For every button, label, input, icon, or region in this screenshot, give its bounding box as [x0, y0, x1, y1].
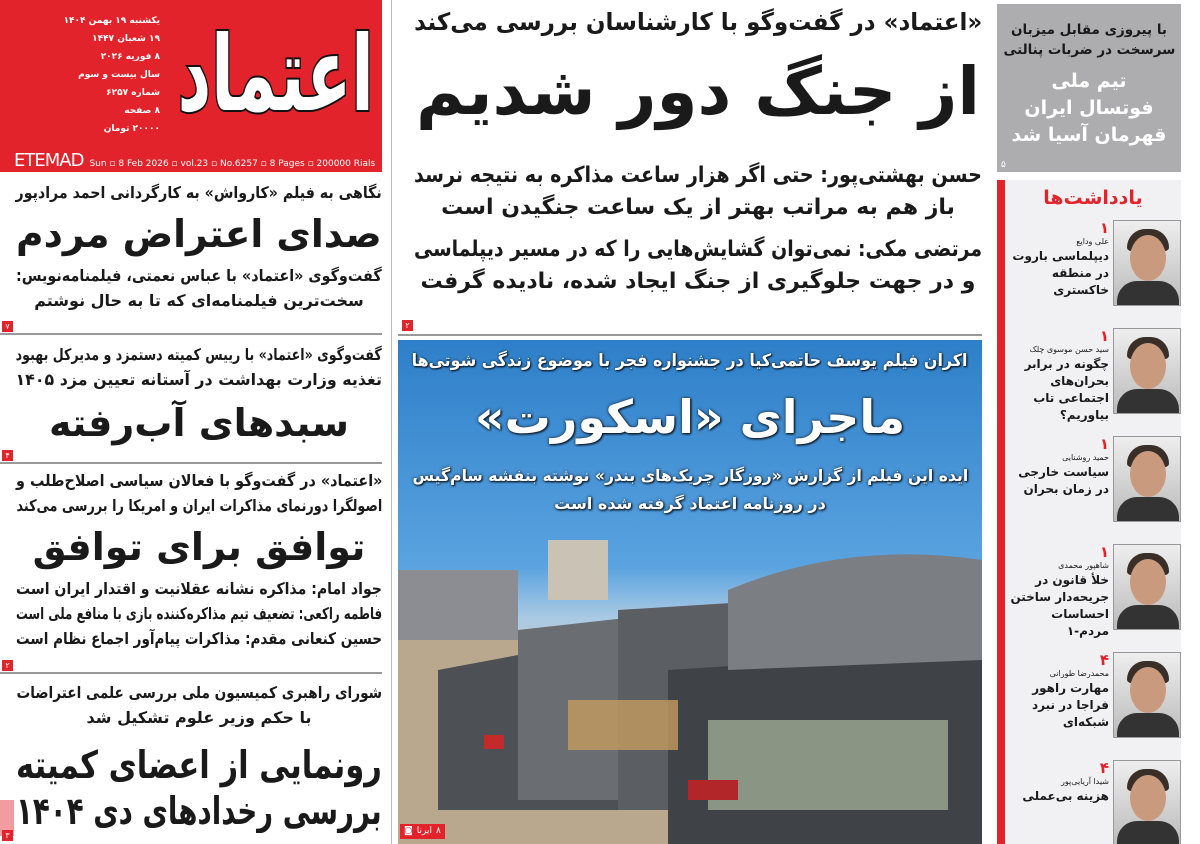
kicker: تغذیه وزارت بهداشت در آستانه تعیین مزد ۱۴۰۵: [15, 370, 383, 389]
subhead: در روزنامه اعتماد گرفته شده است: [554, 494, 826, 513]
divider: [0, 333, 382, 335]
column-rule: [391, 0, 392, 844]
info-line: ۸ فوریه ۲۰۲۶: [100, 52, 160, 62]
note-item[interactable]: [1009, 328, 1181, 434]
note-title: چگونه در برابر بحران‌های اجتماعی تاب بیاوریم؟: [1024, 357, 1109, 422]
photo-credit: [400, 824, 445, 839]
kicker: شورای راهبری کمیسیون ملی بررسی علمی اعتراضات: [16, 683, 382, 702]
page-number: ۴: [2, 450, 13, 461]
photo-subheads: [412, 462, 968, 518]
info-line: یکشنبه ۱۹ بهمن ۱۴۰۴: [63, 16, 160, 26]
note-item[interactable]: [1009, 652, 1181, 758]
note-author: محمدرضا طورانی: [1049, 669, 1109, 678]
author-photo: [1113, 544, 1181, 630]
story-negotiations[interactable]: [16, 468, 382, 651]
headline: توافق برای توافق: [32, 525, 366, 569]
author-photo: [1113, 436, 1181, 522]
info-line: ۸ صفحه: [124, 106, 160, 116]
subhead: باز هم به مراتب بهتر از یک ساعت جنگیدن است: [441, 195, 955, 220]
masthead-info: [30, 12, 160, 138]
subhead: فاطمه راکعی: تضعیف تیم مذاکره‌کننده بازی با منافع ملی است: [15, 604, 383, 623]
info-line: ۱۹ شعبان ۱۴۴۷: [92, 34, 160, 44]
masthead: [0, 0, 382, 172]
note-page: ۱: [1099, 543, 1109, 561]
note-page: ۴: [1099, 651, 1109, 669]
kicker: اصولگرا دورنمای مذاکرات ایران و امریکا را بررسی می‌کند: [16, 496, 382, 515]
headline: بررسی رخدادهای دی ۱۴۰۴: [16, 789, 382, 833]
masthead-footer: [14, 150, 375, 171]
main-story[interactable]: [414, 6, 982, 298]
story-carwash[interactable]: [16, 180, 382, 313]
story-wages[interactable]: [16, 342, 382, 446]
author-photo: [1113, 220, 1181, 306]
page-number: ۷: [2, 321, 13, 332]
headline: رونمایی از اعضای کمیته: [16, 743, 382, 787]
page-number: ۲: [402, 320, 413, 331]
subhead: و در جهت جلوگیری از جنگ ایجاد شده، نادیده گرفت: [420, 269, 976, 294]
note-title: مهارت راهور فراجا در نبرد شبکه‌ای: [1031, 681, 1109, 729]
headline: صدای اعتراض مردم: [16, 212, 382, 256]
note-title: هزینه بی‌عملی: [1022, 789, 1109, 803]
info-line: شماره ۶۲۵۷: [106, 88, 160, 98]
kicker: اکران فیلم یوسف حاتمی‌کیا در جشنواره فجر با موضوع زندگی شوتی‌ها: [412, 351, 968, 371]
issue-info: Sun ▫ 8 Feb 2026 ▫ vol.23 ▫ No.6257 ▫ 8 Pages ▫ 200000 Rials: [89, 159, 376, 169]
credit-page: ۸: [435, 826, 441, 836]
info-line: سال بیست و سوم: [78, 70, 160, 80]
headline: از جنگ دور شدیم: [415, 53, 981, 130]
note-item[interactable]: [1009, 220, 1181, 326]
kicker: سرسخت در ضربات پنالتی: [1003, 42, 1175, 58]
notes-title: یادداشت‌ها: [1043, 187, 1143, 209]
headline: ماجرای «اسکورت»: [474, 390, 906, 444]
note-title: دیپلماسی باروت در منطقه خاکستری: [1012, 249, 1109, 297]
logo-text: اعتماد: [177, 13, 374, 135]
note-author: علی ودایع: [1076, 237, 1109, 246]
credit-source: ایرنا: [416, 826, 432, 836]
note-author: حمید روشنایی: [1062, 453, 1109, 462]
note-item[interactable]: [1009, 436, 1181, 542]
note-item[interactable]: [1009, 760, 1181, 844]
page-number: ۲: [2, 660, 13, 671]
kicker: گفت‌وگوی «اعتماد» با رییس کمیته دستمزد و مدیرکل بهبود: [15, 345, 382, 364]
info-line: ۲۰۰۰۰ تومان: [103, 124, 160, 134]
subhead: سخت‌ترین فیلمنامه‌ای که تا به حال نوشتم: [34, 291, 364, 310]
sports-box[interactable]: [997, 4, 1181, 172]
headline: تیم ملی: [1051, 70, 1127, 92]
author-photo: [1113, 652, 1181, 738]
note-author: سید حسن موسوی چلک: [1029, 345, 1109, 354]
latin-name: ETEMAD: [14, 150, 84, 171]
note-item[interactable]: [1009, 544, 1181, 650]
note-page: ۴: [1099, 759, 1109, 777]
headline: سبدهای آب‌رفته: [48, 401, 350, 445]
note-page: ۱: [1099, 327, 1109, 345]
author-photo: [1113, 760, 1181, 844]
note-title: خلأ قانون در جریحه‌دار ساختن احساسات مردم-۱: [1010, 573, 1109, 638]
kicker: «اعتماد» در گفت‌وگو با کارشناسان بررسی می‌کند: [413, 8, 982, 36]
page-number: ۵: [1001, 160, 1006, 170]
page-number: ۳: [2, 830, 13, 841]
subhead: ایده این فیلم از گزارش «روزگار چریک‌های بندر» نوشته بنفشه سام‌گیس: [412, 466, 968, 485]
logo: [178, 4, 374, 144]
subhead: گفت‌وگوی «اعتماد» با عباس نعمتی، فیلمنامه‌نویس:: [16, 266, 382, 285]
note-title: سیاست خارجی در زمان بحران: [1018, 465, 1109, 496]
notes-column: [997, 180, 1181, 844]
kicker: با پیروزی مقابل میزبان: [1011, 22, 1167, 38]
subhead: حسن بهشتی‌پور: حتی اگر هزار ساعت مذاکره به نتیجه نرسد: [414, 163, 982, 188]
camera-icon: ◙: [404, 826, 413, 836]
kicker: با حکم وزیر علوم تشکیل شد: [86, 708, 312, 727]
divider: [398, 334, 982, 336]
subhead: مرتضی مکی: نمی‌توان گشایش‌هایی را که در مسیر دیپلماسی: [413, 237, 982, 262]
headline: قهرمان آسیا شد: [1011, 124, 1167, 146]
story-committee[interactable]: [16, 680, 382, 834]
note-author: شاهپور محمدی: [1058, 561, 1109, 570]
divider: [0, 672, 382, 674]
note-page: ۱: [1099, 219, 1109, 237]
kicker: نگاهی به فیلم «کارواش» به کارگردانی احمد مرادپور: [15, 183, 382, 202]
headline: فوتسال ایران: [1024, 97, 1154, 119]
photo-story[interactable]: [398, 340, 982, 844]
kicker: «اعتماد» در گفت‌وگو با فعالان سیاسی اصلاح‌طلب و: [15, 471, 382, 490]
subhead: حسین کنعانی مقدم: مذاکرات پیام‌آور اجماع نظام است: [15, 629, 382, 648]
author-photo: [1113, 328, 1181, 414]
subhead: جواد امام: مذاکره نشانه عقلانیت و اقتدار ایران است: [16, 579, 382, 598]
note-author: شیدا آریایی‌پور: [1061, 777, 1109, 786]
note-page: ۱: [1099, 435, 1109, 453]
divider: [0, 462, 382, 464]
